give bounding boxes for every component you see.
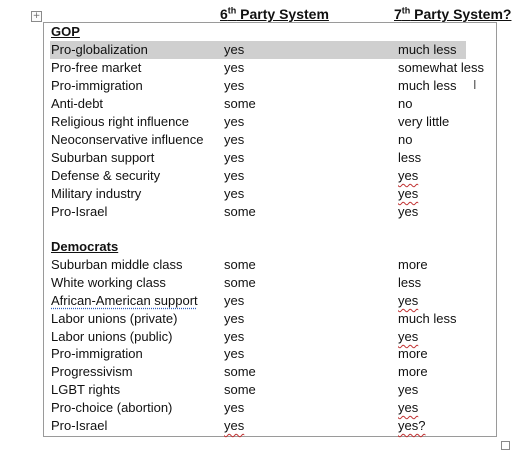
table-row: Labor unions (private) yes much less bbox=[51, 311, 457, 326]
table-move-handle-icon[interactable]: + bbox=[32, 11, 41, 21]
table-row: Pro-immigration yes much less bbox=[51, 78, 457, 93]
table-row: Defense & security yes yes bbox=[51, 168, 419, 183]
header-6th-party-system: 6th Party System bbox=[220, 5, 329, 22]
table-row: Suburban support yes less bbox=[51, 150, 422, 165]
table-row: Pro-immigration yes more bbox=[51, 346, 428, 361]
text-cursor-icon: I bbox=[473, 78, 477, 92]
table-row: Anti-debt some no bbox=[51, 96, 413, 111]
table-row: Labor unions (public) yes yes bbox=[51, 329, 419, 344]
table-row: Military industry yes yes bbox=[51, 186, 419, 201]
table-row: Pro-free market yes somewhat less bbox=[51, 60, 484, 75]
section-header-gop: GOP bbox=[51, 24, 80, 39]
table-row: Pro-Israel yes yes? bbox=[51, 418, 426, 433]
table-row: African-American support yes yes bbox=[51, 293, 419, 308]
table-row: White working class some less bbox=[51, 275, 422, 290]
table-resize-handle-icon[interactable] bbox=[501, 441, 510, 450]
header-7th-party-system: 7th Party System? bbox=[394, 5, 512, 22]
table-row: Pro-choice (abortion) yes yes bbox=[51, 400, 419, 415]
table-row: Neoconservative influence yes no bbox=[51, 132, 413, 147]
table-row: Pro-globalization yes much less bbox=[50, 41, 466, 59]
table-row: Pro-Israel some yes bbox=[51, 204, 419, 219]
table-row: Progressivism some more bbox=[51, 364, 428, 379]
table-row: LGBT rights some yes bbox=[51, 382, 419, 397]
table-row: Suburban middle class some more bbox=[51, 257, 428, 272]
section-header-democrats: Democrats bbox=[51, 239, 119, 254]
table-row: Religious right influence yes very little bbox=[51, 114, 450, 129]
